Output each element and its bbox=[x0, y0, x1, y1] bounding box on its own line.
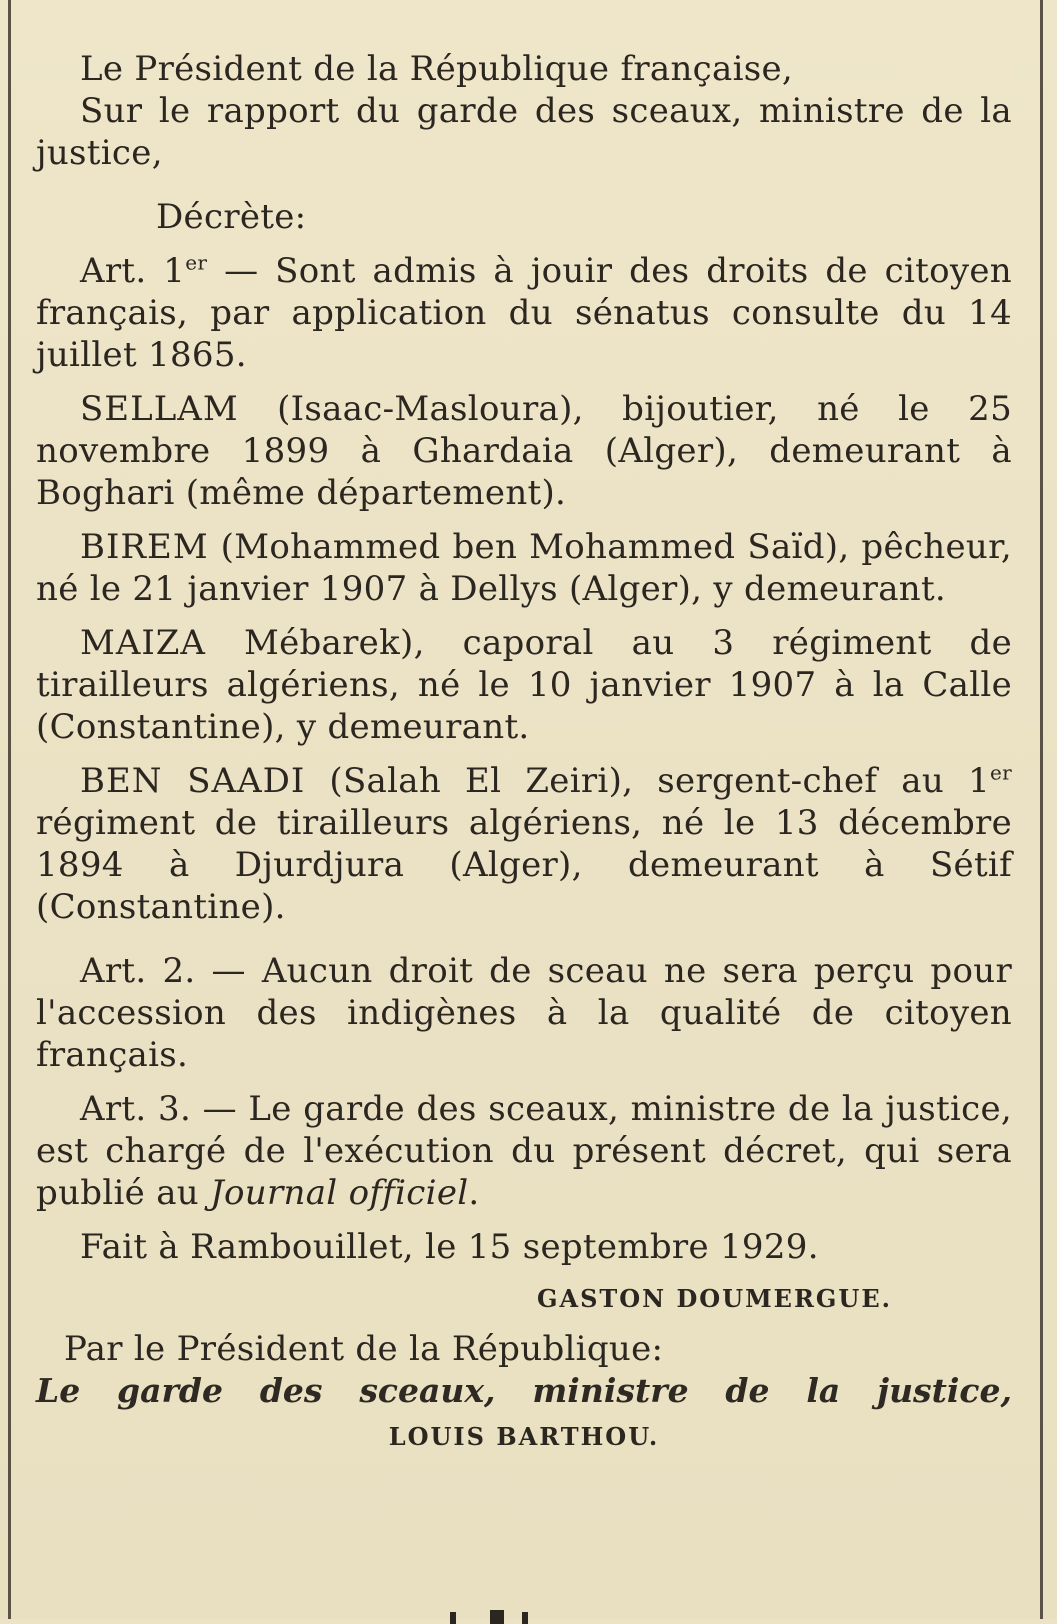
article-3-text: Art. 3. — Le garde des sceaux, ministre de la justice, est chargé de l'exécution du présent décret, qui sera publié au bbox=[36, 1089, 1012, 1213]
person-details: (Mohammed ben Mohammed Saïd), pêcheur, né le 21 janvier 1907 à Dellys (Alger), y demeurant. bbox=[36, 527, 1013, 609]
article-2: Art. 2. — Aucun droit de sceau ne sera perçu pour l'accession des indigènes à la qualité de citoyen français. bbox=[36, 951, 1012, 1075]
journal-officiel: Journal officiel bbox=[210, 1173, 469, 1213]
article-1-label: Art. 1 bbox=[80, 251, 186, 291]
person-details: (Isaac-Masloura), bijoutier, né le 25 novembre 1899 à Ghardaia (Alger), demeurant à Boghari (même département). bbox=[36, 389, 1012, 513]
person-name: SELLAM bbox=[80, 389, 239, 429]
left-column-rule bbox=[8, 0, 11, 1619]
president-signature: GASTON DOUMERGUE. bbox=[536, 1284, 892, 1313]
person-entry bbox=[36, 526, 1012, 610]
article-3-end: . bbox=[468, 1173, 480, 1213]
person-entry bbox=[36, 622, 1012, 748]
person-entry bbox=[36, 760, 1012, 928]
done-at: Fait à Rambouillet, le 15 septembre 1929. bbox=[80, 1227, 819, 1267]
opening-president: Le Président de la République française, bbox=[80, 49, 794, 89]
article-1 bbox=[36, 250, 1012, 376]
right-column-rule bbox=[1040, 0, 1043, 1619]
decrees-heading: Décrète: bbox=[156, 197, 307, 237]
article-3 bbox=[36, 1088, 1012, 1214]
decree-column bbox=[36, 48, 1012, 1454]
person-name: MAIZA bbox=[80, 623, 206, 663]
by-president: Par le Président de la République: bbox=[64, 1329, 664, 1369]
footer-stroke bbox=[490, 1610, 504, 1624]
person-details-sup: er bbox=[990, 760, 1013, 785]
person-name: BIREM bbox=[80, 527, 209, 567]
footer-stroke bbox=[522, 1612, 528, 1624]
cropped-footer-fragment bbox=[440, 1604, 560, 1624]
person-details-end: régiment de tirailleurs algériens, né le 13 décembre 1894 à Djurdjura (Alger), demeurant à Sétif (Constantine). bbox=[36, 803, 1012, 927]
minister-signature: LOUIS BARTHOU. bbox=[388, 1422, 660, 1451]
cropped-heading-fragment bbox=[480, 0, 560, 6]
person-details-start: (Salah El Zeiri), sergent-chef au 1 bbox=[329, 761, 991, 801]
footer-stroke bbox=[450, 1612, 456, 1624]
person-name: BEN SAADI bbox=[80, 761, 306, 801]
minister-title: Le garde des sceaux, ministre de la justice, bbox=[36, 1371, 1012, 1410]
article-1-sup: er bbox=[185, 250, 208, 275]
opening-report: Sur le rapport du garde des sceaux, ministre de la justice, bbox=[36, 91, 1012, 173]
person-details: Mébarek), caporal au 3 régiment de tirailleurs algériens, né le 10 janvier 1907 à la Calle (Constantine), y demeurant. bbox=[36, 623, 1013, 747]
person-entry bbox=[36, 388, 1012, 514]
article-1-text: — Sont admis à jouir des droits de citoyen français, par application du sénatus consulte du 14 juillet 1865. bbox=[36, 251, 1012, 375]
